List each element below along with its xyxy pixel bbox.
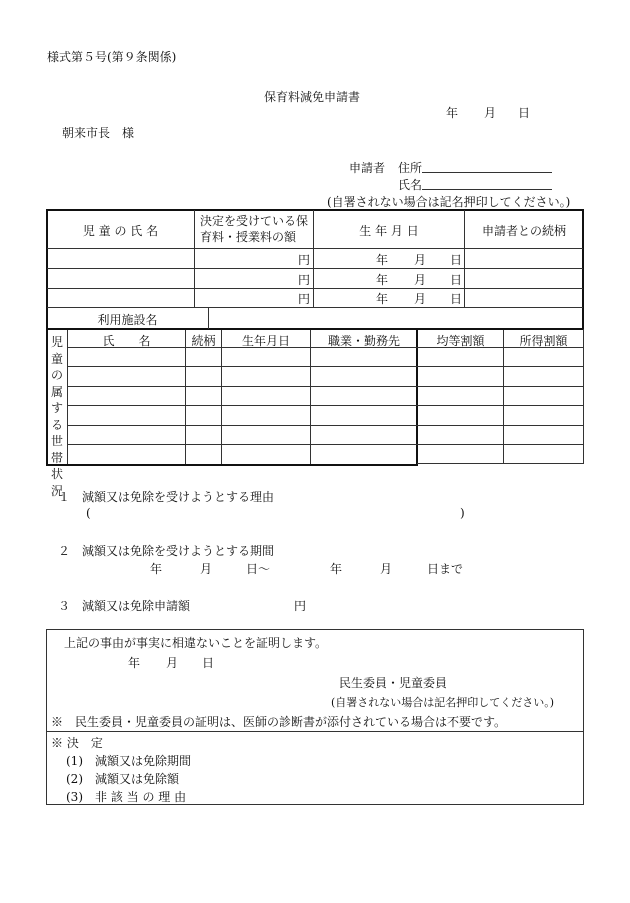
household-row-line: [67, 444, 583, 445]
month-unit: 月: [414, 253, 427, 267]
header-equal-tax: 均等割額: [436, 334, 485, 348]
amount-label: ３ 減額又は免除申請額: [58, 599, 191, 613]
month-unit: 月: [414, 292, 427, 306]
household-col-line: [503, 330, 504, 464]
household-col-line: [221, 330, 222, 464]
form-number: 様式第５号(第９条関係): [47, 50, 177, 64]
header-member-name: 氏 名: [102, 334, 151, 348]
name-line: [422, 189, 552, 190]
certification-signer: 民生委員・児童委員: [339, 676, 448, 690]
certification-year: 年: [128, 656, 141, 670]
day-unit: 日: [450, 253, 463, 267]
addressee: 朝来市長 様: [62, 126, 135, 140]
header-date-day: 日: [518, 106, 531, 120]
period-start-day: 日～: [246, 562, 271, 576]
reason-label: １ 減額又は免除を受けようとする理由: [58, 490, 275, 504]
page-title: 保育料減免申請書: [264, 90, 361, 104]
certification-statement: 上記の事由が事実に相違ないことを証明します。: [64, 636, 328, 650]
period-label: ２ 減額又は免除を受けようとする期間: [58, 544, 275, 558]
yen-unit: 円: [298, 253, 311, 267]
decision-title: ※ 決 定: [51, 736, 103, 750]
household-row-line: [67, 405, 583, 406]
day-unit: 日: [450, 273, 463, 287]
household-side-label: 児童の属する世帯状況: [50, 335, 63, 498]
header-fee-amount: 決定を受けている保育料・授業料の額: [200, 214, 309, 244]
address-line: [422, 172, 552, 173]
year-unit: 年: [376, 253, 389, 267]
child-table-row-line: [47, 248, 583, 249]
facility-label: 利用施設名: [97, 313, 158, 327]
day-unit: 日: [450, 292, 463, 306]
household-col-line: [185, 330, 186, 464]
name-label: 氏名: [398, 178, 423, 192]
household-col-line: [67, 330, 68, 464]
applicant-label: 申請者: [349, 161, 386, 175]
reason-paren-close: ): [460, 506, 465, 520]
child-table-row-line: [47, 307, 583, 308]
year-unit: 年: [376, 292, 389, 306]
amount-unit: 円: [294, 599, 307, 613]
header-member-birthdate: 生年月日: [241, 334, 290, 348]
header-member-occupation: 職業・勤務先: [327, 334, 400, 348]
child-table-row-line: [47, 268, 583, 269]
period-end-month: 月: [380, 562, 393, 576]
household-table: [46, 329, 418, 466]
certification-remark: ※ 民生委員・児童委員の証明は、医師の診断書が添付されている場合は不要です。: [51, 715, 507, 729]
decision-item: (3) 非 該 当 の 理 由: [66, 790, 187, 804]
header-birthdate: 生 年 月 日: [359, 224, 419, 238]
header-date-month: 月: [484, 106, 497, 120]
header-member-relation: 続柄: [191, 334, 216, 348]
reason-paren-open: (: [86, 506, 91, 520]
header-child-name: 児 童 の 氏 名: [82, 224, 159, 238]
yen-unit: 円: [298, 273, 311, 287]
yen-unit: 円: [298, 292, 311, 306]
household-row-line: [67, 386, 583, 387]
applicant-note: (自署されない場合は記名押印してください。): [327, 195, 571, 209]
decision-item: (2) 減額又は免除額: [66, 772, 179, 786]
period-end-day: 日まで: [427, 562, 464, 576]
header-income-tax: 所得割額: [519, 334, 568, 348]
address-label: 住所: [398, 161, 423, 175]
month-unit: 月: [414, 273, 427, 287]
household-row-line: [67, 366, 583, 367]
facility-col-line: [208, 307, 209, 329]
year-unit: 年: [376, 273, 389, 287]
certification-day: 日: [202, 656, 215, 670]
decision-item: (1) 減額又は免除期間: [66, 754, 191, 768]
certification-note: (自署されない場合は記名押印してください。): [331, 696, 555, 709]
period-start-year: 年: [150, 562, 163, 576]
period-start-month: 月: [200, 562, 213, 576]
child-table-col-line: [194, 210, 195, 307]
period-end-year: 年: [330, 562, 343, 576]
header-date-year: 年: [446, 106, 459, 120]
child-table-row-line: [47, 288, 583, 289]
header-relation: 申請者との続柄: [481, 224, 566, 238]
household-col-line: [310, 330, 311, 464]
certification-month: 月: [166, 656, 179, 670]
household-row-line: [67, 425, 583, 426]
